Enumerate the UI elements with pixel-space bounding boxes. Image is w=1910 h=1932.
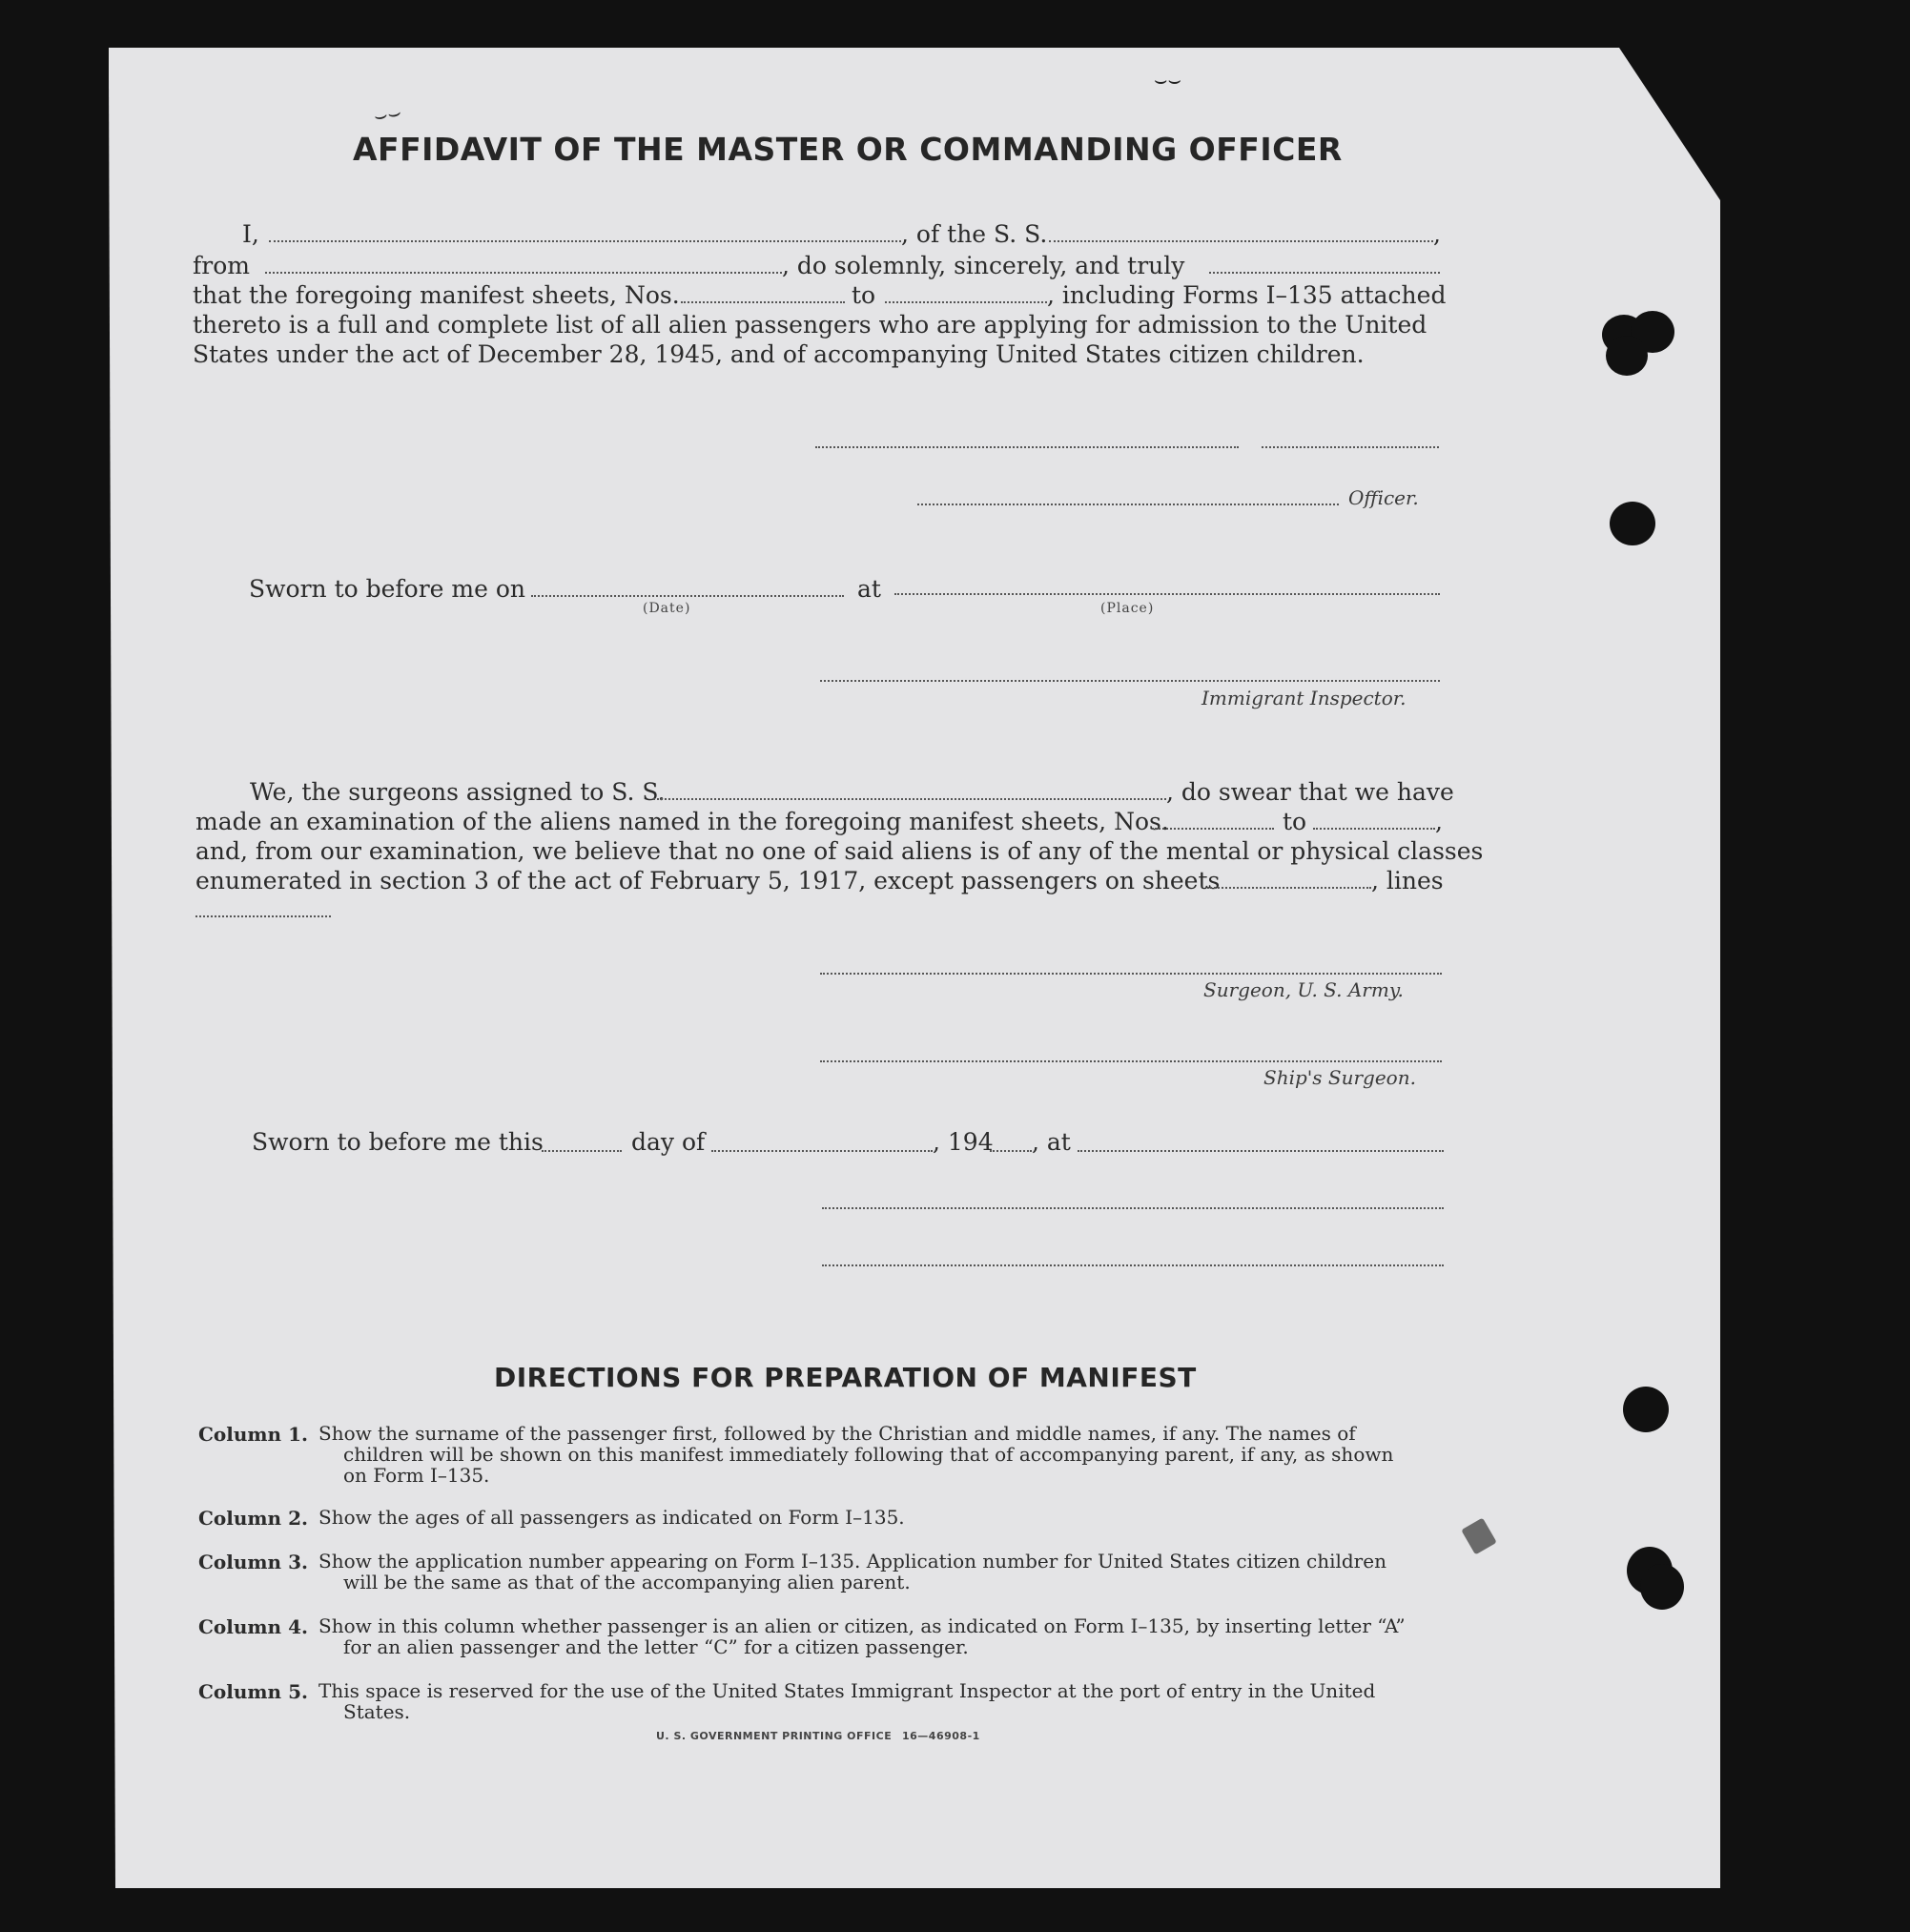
para1-text: , do solemnly, sincerely, and truly	[782, 252, 1185, 279]
punch-hole	[1606, 336, 1648, 376]
para1-text: I,	[242, 220, 259, 248]
sheet-from-blank[interactable]	[681, 301, 845, 303]
sworn-text: Sworn to before me this	[252, 1128, 544, 1156]
printer-imprint: U. S. GOVERNMENT PRINTING OFFICE	[656, 1730, 893, 1742]
signature-line[interactable]	[815, 446, 1239, 448]
para2-text: to	[1283, 808, 1307, 835]
para2-text: enumerated in section 3 of the act of February 5, 1917, except passengers on sheets	[195, 867, 1221, 894]
direction-label: Column 4.	[198, 1615, 308, 1638]
officer-signature-line[interactable]	[917, 504, 1339, 505]
ship-surgeon-label: Ship's Surgeon.	[1263, 1066, 1416, 1089]
para2-text: made an examination of the aliens named in the foregoing manifest sheets, Nos.	[195, 808, 1169, 835]
inspector-signature-line[interactable]	[820, 680, 1440, 682]
para1-text: that the foregoing manifest sheets, Nos.	[193, 281, 680, 309]
direction-text: Show the surname of the passenger first, followed by the Christian and middle names, if any. The names of children will be shown on this manifest immediately following that of accompanying parent, if any, as shown on Form I–135.	[318, 1422, 1394, 1487]
signature-line[interactable]	[1262, 446, 1439, 448]
para1-text: , including Forms I–135 attached	[1047, 281, 1447, 309]
page-title: AFFIDAVIT OF THE MASTER OR COMMANDING OFFICER	[353, 131, 1343, 168]
year-blank[interactable]	[990, 1150, 1032, 1152]
month-blank[interactable]	[711, 1150, 933, 1152]
direction-text: Show the application number appearing on Form I–135. Application number for United States citizen children will be the same as that of the accompanying alien parent.	[318, 1550, 1386, 1593]
officer-label: Officer.	[1348, 486, 1419, 509]
punch-hole	[1623, 1387, 1669, 1432]
date-caption: (Date)	[643, 601, 691, 616]
signature-line[interactable]	[822, 1264, 1444, 1266]
para1-text: thereto is a full and complete list of all alien passengers who are applying for admission to the United	[193, 311, 1427, 339]
direction-label: Column 3.	[198, 1551, 308, 1573]
from-blank[interactable]	[265, 272, 782, 274]
place-caption: (Place)	[1100, 601, 1155, 616]
para2-text: , do swear that we have	[1166, 778, 1454, 806]
inspector-label: Immigrant Inspector.	[1201, 687, 1407, 709]
para1-text: , of the S. S.	[901, 220, 1048, 248]
surgeon-ship-blank[interactable]	[653, 798, 1166, 800]
name-blank[interactable]	[269, 240, 901, 242]
para1-text: from	[193, 252, 250, 279]
sworn-text: , 194	[933, 1128, 994, 1156]
day-blank[interactable]	[542, 1150, 622, 1152]
surgeon-sheet-to-blank[interactable]	[1313, 828, 1435, 830]
lines-blank[interactable]	[195, 915, 331, 917]
pencil-mark: ⌣⌣	[372, 100, 403, 130]
direction-text: This space is reserved for the use of the United States Immigrant Inspector at the port of entry in the United States.	[318, 1679, 1376, 1723]
date-blank[interactable]	[531, 595, 844, 597]
army-surgeon-label: Surgeon, U. S. Army.	[1203, 978, 1404, 1001]
sworn-text: at	[857, 575, 881, 603]
direction-label: Column 5.	[198, 1680, 308, 1703]
declaration-blank[interactable]	[1209, 272, 1440, 274]
sworn-text: , at	[1032, 1128, 1071, 1156]
sworn-text: Sworn to before me on	[249, 575, 526, 603]
surgeon-sheet-from-blank[interactable]	[1152, 828, 1274, 830]
sheet-to-blank[interactable]	[885, 301, 1047, 303]
sworn-text: day of	[631, 1128, 706, 1156]
para2-text: We, the surgeons assigned to S. S.	[250, 778, 666, 806]
punch-hole	[1640, 1564, 1684, 1610]
para2-text: and, from our examination, we believe that no one of said aliens is of any of the mental or physical classes	[195, 837, 1484, 865]
at-place-blank[interactable]	[1078, 1150, 1444, 1152]
ship-name-blank[interactable]	[1049, 240, 1433, 242]
punch-hole	[1610, 502, 1655, 545]
army-surgeon-signature-line[interactable]	[820, 973, 1442, 975]
direction-label: Column 2.	[198, 1507, 308, 1530]
form-code: 16—46908-1	[902, 1730, 980, 1742]
except-sheets-blank[interactable]	[1207, 887, 1371, 889]
direction-label: Column 1.	[198, 1423, 308, 1446]
direction-text: Show in this column whether passenger is an alien or citizen, as indicated on Form I–135, by inserting letter “A” for an alien passenger and the letter “C” for a citizen passenger.	[318, 1614, 1406, 1658]
place-blank[interactable]	[894, 593, 1440, 595]
para1-text: ,	[1433, 220, 1441, 248]
pencil-mark: ⌣⌣	[1154, 69, 1181, 92]
signature-line[interactable]	[822, 1207, 1444, 1209]
para1-text: States under the act of December 28, 1945, and of accompanying United States citizen children.	[193, 340, 1365, 368]
para2-text: , lines	[1371, 867, 1444, 894]
ship-surgeon-signature-line[interactable]	[820, 1060, 1442, 1062]
direction-text: Show the ages of all passengers as indicated on Form I–135.	[318, 1506, 905, 1529]
para2-text: ,	[1435, 808, 1443, 835]
directions-title: DIRECTIONS FOR PREPARATION OF MANIFEST	[494, 1362, 1197, 1393]
para1-text: to	[852, 281, 876, 309]
